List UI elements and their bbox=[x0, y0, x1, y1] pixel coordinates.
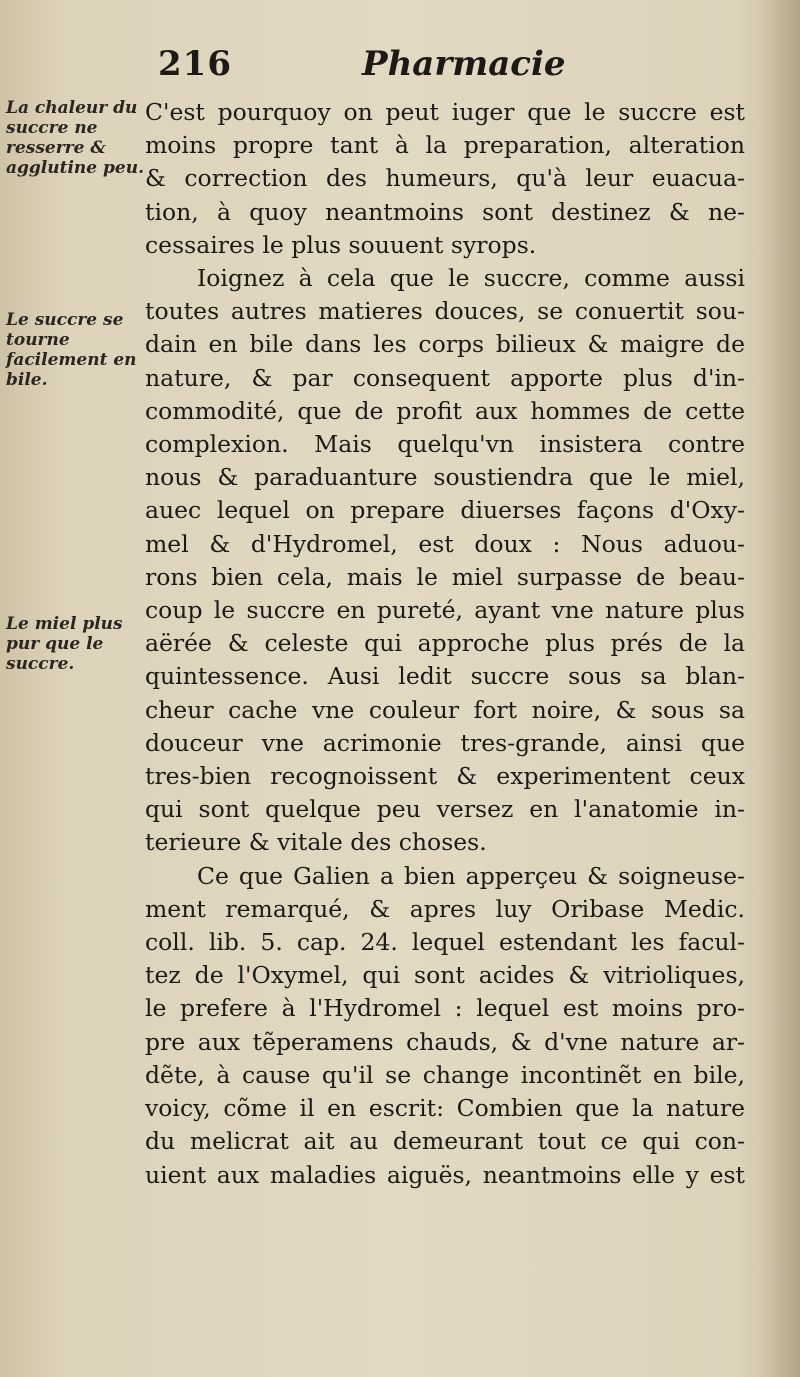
text-line: cheur cache vne couleur fort noire, & sous sa bbox=[145, 695, 745, 724]
running-title: Pharmacie bbox=[362, 44, 566, 84]
margin-note-bile: Le succre se tourne facilement en bile. bbox=[6, 310, 137, 390]
text-line: rons bien cela, mais le miel surpasse de beau- bbox=[145, 562, 745, 591]
text-line: nature, & par consequent apporte plus d'in- bbox=[145, 363, 745, 392]
text-line: uient aux maladies aiguës, neantmoins elle y est bbox=[145, 1160, 745, 1189]
text-line: voicy, cõme il en escrit: Combien que la nature bbox=[145, 1094, 745, 1123]
text-line: qui sont quelque peu versez en l'anatomie in- bbox=[145, 795, 745, 824]
margin-note-honey: Le miel plus pur que le succre. bbox=[6, 614, 123, 674]
text-line: dain en bile dans les corps bilieux & maigre de bbox=[145, 330, 745, 359]
text-line: moins propre tant à la preparation, alteration bbox=[145, 131, 745, 160]
text-line: auec lequel on prepare diuerses façons d'Oxy- bbox=[145, 496, 745, 525]
text-line: tres-bien recognoissent & experimentent ceux bbox=[145, 762, 745, 791]
text-line: cessaires le plus souuent syrops. bbox=[145, 230, 537, 259]
text-line: coll. lib. 5. cap. 24. lequel estendant les facul- bbox=[145, 928, 745, 957]
text-line: nous & paraduanture soustiendra que le miel, bbox=[145, 463, 745, 492]
text-line: C'est pourquoy on peut iuger que le succre est bbox=[145, 98, 745, 126]
text-line: coup le succre en pureté, ayant vne nature plus bbox=[145, 596, 745, 625]
text-line: terieure & vitale des choses. bbox=[145, 828, 487, 857]
text-line: douceur vne acrimonie tres-grande, ainsi que bbox=[145, 728, 745, 757]
text-line: le prefere à l'Hydromel : lequel est moins pro- bbox=[145, 994, 745, 1023]
page-number: 216 bbox=[158, 44, 232, 84]
text-line: du melicrat ait au demeurant tout ce qui con- bbox=[145, 1127, 745, 1156]
text-line: complexion. Mais quelqu'vn insistera contre bbox=[145, 430, 745, 459]
text-line: dẽte, à cause qu'il se change incontinẽt en bile, bbox=[145, 1060, 745, 1089]
text-line: mel & d'Hydromel, est doux : Nous aduou- bbox=[145, 529, 745, 558]
page-gutter-shadow bbox=[760, 0, 800, 1377]
text-line: tion, à quoy neantmoins sont destinez & ne- bbox=[145, 197, 745, 226]
text-line: ment remarqué, & apres luy Oribase Medic. bbox=[145, 894, 745, 923]
text-line: Ce que Galien a bien apperçeu & soigneuse- bbox=[197, 861, 745, 890]
text-line: Ioignez à cela que le succre, comme aussi bbox=[197, 264, 745, 293]
text-line: & correction des humeurs, qu'à leur euacua- bbox=[145, 164, 745, 193]
margin-note-heat: La chaleur du succre ne resserre & agglutine peu. bbox=[6, 98, 144, 178]
text-line: tez de l'Oxymel, qui sont acides & vitrioliques, bbox=[145, 961, 745, 990]
text-line: pre aux tẽperamens chauds, & d'vne nature ar- bbox=[145, 1027, 745, 1056]
margin-notes bbox=[0, 0, 145, 1377]
text-line: commodité, que de profit aux hommes de cette bbox=[145, 396, 745, 425]
body-text bbox=[145, 96, 745, 1192]
text-line: aërée & celeste qui approche plus prés de la bbox=[145, 629, 745, 658]
text-line: toutes autres matieres douces, se conuertit sou- bbox=[145, 297, 745, 326]
text-line: quintessence. Ausi ledit succre sous sa blan- bbox=[145, 662, 745, 691]
